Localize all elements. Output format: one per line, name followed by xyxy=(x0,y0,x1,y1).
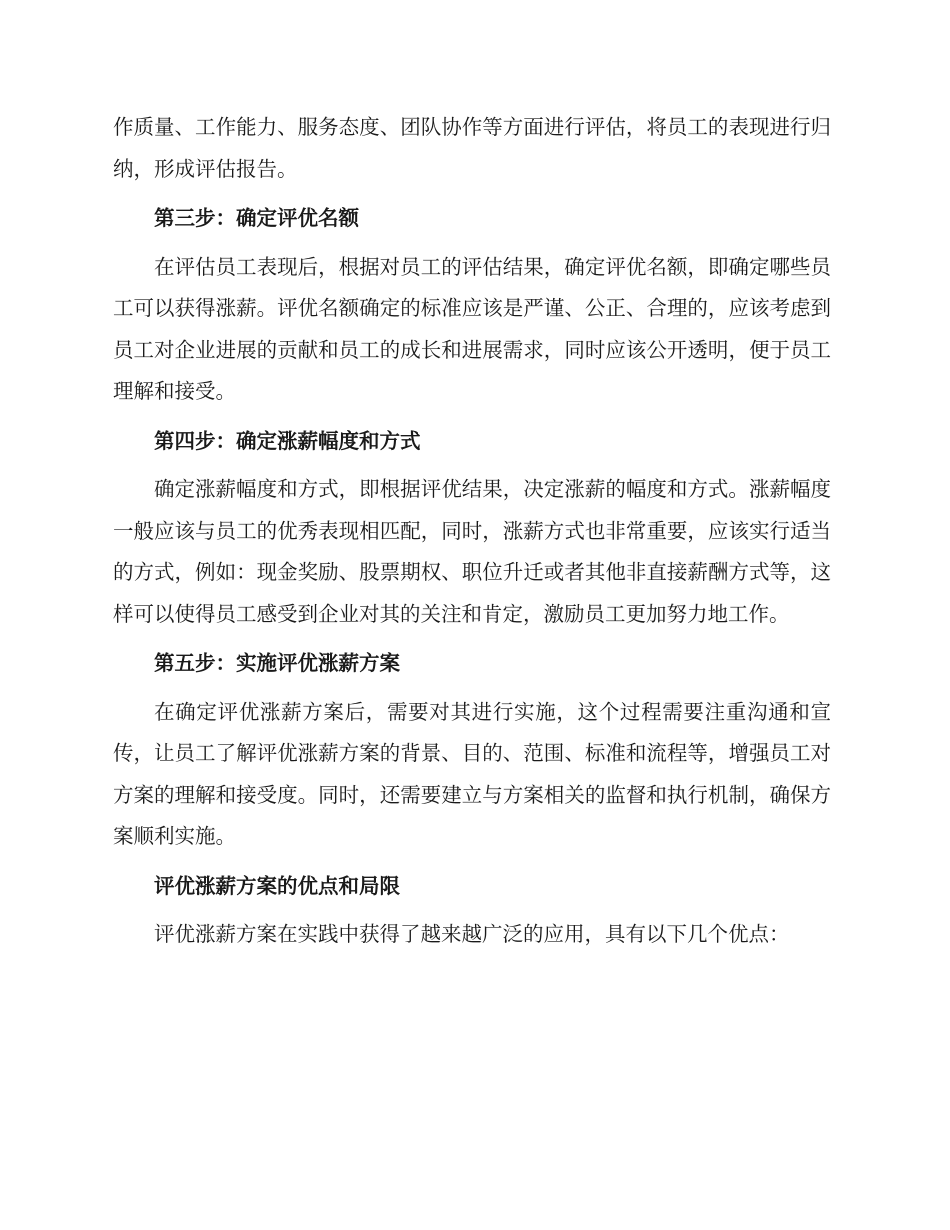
step4-heading: 第四步：确定涨薪幅度和方式 xyxy=(154,428,421,453)
step3-paragraph: 在评估员工表现后，根据对员工的评估结果，确定评优名额，即确定哪些员工可以获得涨薪。评优名额确定的标准应该是严谨、公正、合理的，应该考虑到员工对企业进展的贡献和员工的成长和进展需求，同时应该公开透明，便于员工理解和接受。 xyxy=(113,254,831,403)
document-body xyxy=(113,107,831,956)
step5-paragraph: 在确定评优涨薪方案后，需要对其进行实施，这个过程需要注重沟通和宣传，让员工了解评优涨薪方案的背景、目的、范围、标准和流程等，增强员工对方案的理解和接受度。同时，还需要建立与方案相关的监督和执行机制，确保方案顺利实施。 xyxy=(113,699,831,848)
step4-paragraph: 确定涨薪幅度和方式，即根据评优结果，决定涨薪的幅度和方式。涨薪幅度一般应该与员工的优秀表现相匹配，同时，涨薪方式也非常重要，应该实行适当的方式，例如：现金奖励、股票期权、职位升迁或者其他非直接薪酬方式等，这样可以使得员工感受到企业对其的关注和肯定，激励员工更加努力地工作。 xyxy=(113,477,831,626)
pros-cons-heading: 评优涨薪方案的优点和局限 xyxy=(154,873,400,898)
step3-heading: 第三步：确定评优名额 xyxy=(154,206,359,230)
pros-intro-paragraph: 评优涨薪方案在实践中获得了越来越广泛的应用，具有以下几个优点： xyxy=(154,922,790,946)
step5-heading: 第五步：实施评优涨薪方案 xyxy=(154,651,400,675)
paragraph-intro-tail: 作质量、工作能力、服务态度、团队协作等方面进行评估，将员工的表现进行归纳，形成评估报告。 xyxy=(113,115,831,181)
